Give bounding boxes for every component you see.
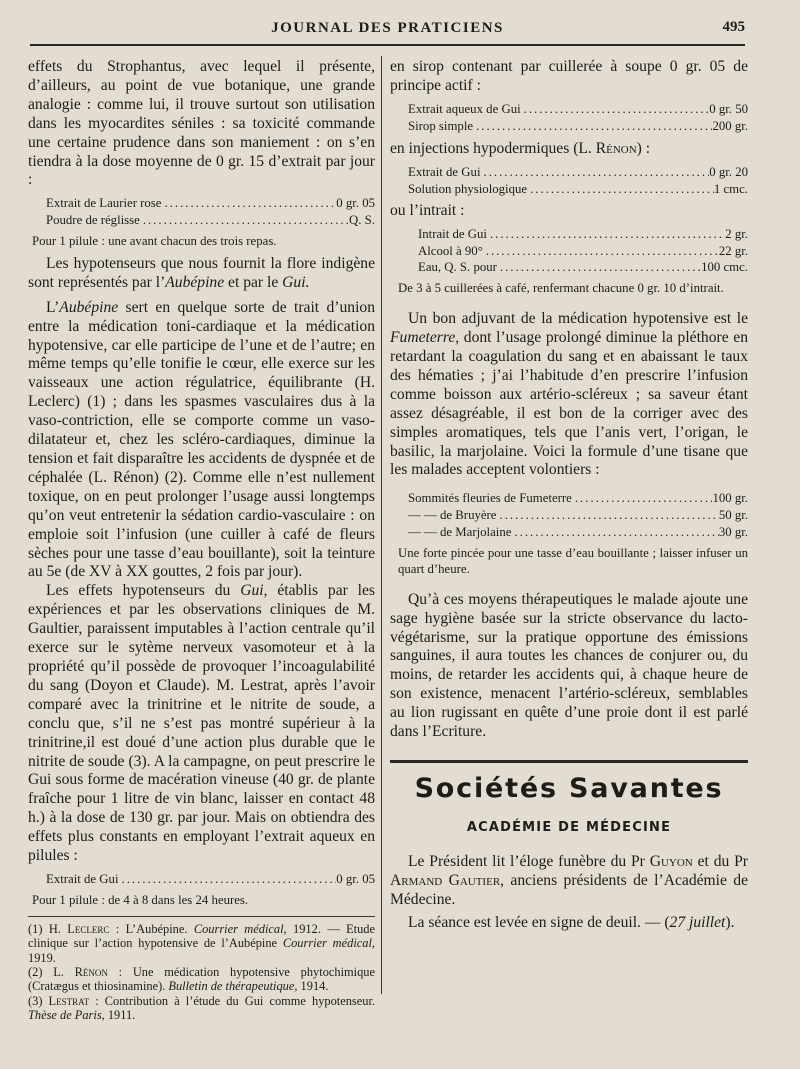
prescription-row [418,226,748,243]
prescription-note: Pour 1 pilule : de 4 à 8 dans les 24 heures. [32,892,249,907]
prescription-row [418,259,748,276]
prescription-tisane [408,490,748,540]
prescription-quantity: 0 gr. 05 [336,871,375,886]
leader-dots [481,164,710,181]
right-paragraph-3: ou l’intrait : [390,201,465,219]
prescription-sirop [408,101,748,135]
leader-dots [473,118,712,135]
section-subtitle: ACADÉMIE DE MÉDECINE [466,820,672,835]
prescription-ingredient: Sommités fleuries de Fumeterre [408,491,572,506]
prescription-row [46,195,375,212]
right-paragraph-5: Qu’à ces moyens thérapeutiques le malade ajoute une sage hygiène basée sur la stricte observance du lacto-végétarisme, sur la pratique opportune des émissions sanguines, il aura toutes les chances de conjurer ou, du moins, de retarder les accidents qui, à chaque heure de son existence, menacent l’artério-scléreux, semblables au lion rugissant en quête d’une proie dont il est parlé dans l’Ecriture. [390,590,748,741]
leader-dots [161,195,336,212]
left-paragraph-4: Les effets hypotenseurs du Gui, établis par les expériences et par les observations cliniques de M. Gaultier, paraissent imputables à l’action centrale qu’il exerce sur le sytème nerveux vasomoteur et à la propriété qu’il possède de provoquer l’incoagulabilité du sang (Doyon et Claude). M. Lestrat, après l’avoir comparé avec la trinitrine et le nitrite de soude, a conclu que, s’il ne s’est pas montré supérieur à la trinitrine,il est doué d’une action plus durable que le nitrite de soude (3). A la campagne, on peut prescrire le Gui sous forme de macération vineuse (40 gr. de plante fraîche pour 1 litre de vin blanc, laisser en contact 48 h.) à la dose de 130 gr. par jour. Mais on obtiendra des effets plus constants en employant l’extrait aqueux en pilules : [28,582,375,865]
prescription-ingredient: — — de Bruyère [408,508,497,523]
prescription-row [418,243,748,260]
prescription-ingredient: Poudre de réglisse [46,213,140,228]
prescription-quantity: 30 gr. [718,524,748,539]
page-header [30,16,745,46]
leader-dots [572,490,713,507]
prescription-row [408,101,748,118]
section-divider [390,760,748,763]
prescription-ingredient: Extrait de Laurier rose [46,196,162,211]
prescription-row [408,118,748,135]
page-number: 495 [722,19,745,35]
prescription-gui-pills [46,871,375,888]
prescription-quantity: 2 gr. [725,226,748,241]
left-paragraph-3: L’Aubépine sert en quelque sorte de trait d’union entre la médication toni-cardiaque et la médication hypotensive, car elle participe de l’une et de l’autre; en même temps qu’elle tonifie le cœur, elle exerce sur les vaisseaux une action régulatrice, équilibrante (H. Leclerc) (1) ; dans les spasmes vasculaires dus à la vaso-contriction, elle se comporte comme un vaso-dilatateur et, chez les scléro-cardiaques, diminue la tension et fait disparaître les accidents de dyspnée et de céphalée (L. Rénon) (2). Comme elle n’est nullement toxique, on en peut prolonger l’usage aussi longtemps qu’on veut entretenir la sédation cardio-vasculaire : on emploie soit l’infusion (une cuiller à café de fleurs sèches pour une tasse d’eau bouillante), soit la teinture au 5e (de XV à XX gouttes, 2 fois par jour). [28,298,375,581]
left-paragraph-1: effets du Strophantus, avec lequel il présente, d’ailleurs, au point de vue botanique, une grande analogie : comme lui, il trouve surtout son utilisation dans les myocardites séniles : sa toxicité commande une certaine prudence dans son maniement : on s’en tiendra à la dose moyenne de 0 gr. 15 d’extrait par jour : [28,58,375,189]
right-paragraph-1: en sirop contenant par cuillerée à soupe 0 gr. 05 de principe actif : [390,58,748,94]
prescription-laurier [46,195,375,229]
prescription-injections [408,164,748,198]
prescription-quantity: 50 gr. [718,508,748,523]
prescription-ingredient: Intrait de Gui [418,226,487,241]
leader-dots [119,871,337,888]
prescription-quantity: 0 gr. 20 [709,165,748,180]
right-paragraph-2: en injections hypodermiques (L. Rénon) : [390,140,651,158]
footnote-1: (1) H. Leclerc : L’Aubépine. Courrier médical, 1912. — Etude clinique sur l’action hypotensive de l’Aubépine Courrier médical, 1919. [28,921,376,965]
prescription-row [46,871,375,888]
leader-dots [487,226,725,243]
right-paragraph-4: Un bon adjuvant de la médication hypotensive est le Fumeterre, dont l’usage prolongé diminue la pléthore en retardant la coagulation du sang et en abaissant le taux des hématies ; j’ai l’habitude d’en prescrire l’infusion comme boisson aux artério-scléreux ; sa saveur étant assez désagréable, il est bon de la corriger avec des simples aromatiques, tels que l’anis vert, l’origan, le basilic, la marjolaine. Voici la formule d’une tisane que les malades acceptent volontiers : [390,310,748,479]
prescription-row [408,524,748,541]
prescription-quantity: 22 gr. [718,243,748,258]
prescription-ingredient: Eau, Q. S. pour [418,260,497,275]
prescription-row [408,507,748,524]
prescription-row [408,490,748,507]
prescription-ingredient: Alcool à 90° [418,243,483,258]
prescription-ingredient: — — de Marjolaine [408,524,512,539]
footnotes [28,916,375,1023]
leader-dots [511,524,718,541]
prescription-note: De 3 à 5 cuillerées à café, renfermant chacune 0 gr. 10 d’intrait. [398,281,724,296]
column-divider [381,56,382,994]
prescription-ingredient: Extrait de Gui [46,871,119,886]
left-column [28,58,375,1023]
leader-dots [497,507,719,524]
footnote-3: (3) Lestrat : Contribution à l’étude du Gui comme hypotenseur. Thèse de Paris, 1911. [28,993,375,1023]
leader-dots [483,243,719,260]
right-paragraph-6: Le Président lit l’éloge funèbre du Pr Guyon et du Pr Armand Gautier, anciens présidents de l’Académie de Médecine. [390,853,748,908]
leader-dots [521,101,710,118]
right-column [390,58,748,933]
leader-dots [527,181,714,198]
prescription-quantity: Q. S. [349,213,375,228]
prescription-row [408,164,748,181]
prescription-row [408,181,748,198]
prescription-ingredient: Sirop simple [408,118,474,133]
prescription-ingredient: Extrait de Gui [408,165,481,180]
prescription-note: Une forte pincée pour une tasse d’eau bouillante ; laisser infuser un quart d’heure. [398,545,748,576]
left-paragraph-2: Les hypotenseurs que nous fournit la flore indigène sont représentés par l’Aubépine et par le Gui. [28,254,375,291]
prescription-intrait [418,226,748,276]
prescription-quantity: 200 gr. [712,118,748,133]
leader-dots [140,212,349,229]
prescription-quantity: 0 gr. 50 [709,101,748,116]
right-paragraph-7: La séance est levée en signe de deuil. — (27 juillet). [408,913,735,931]
prescription-note: Pour 1 pilule : une avant chacun des trois repas. [32,233,277,248]
prescription-ingredient: Extrait aqueux de Gui [408,101,521,116]
prescription-quantity: 0 gr. 05 [336,196,375,211]
prescription-ingredient: Solution physiologique [408,182,528,197]
section-title: Sociétés Savantes [414,773,724,804]
prescription-row [46,212,375,229]
footnote-2: (2) L. Rénon : Une médication hypotensive phytochimique (Cratægus et thiosinamine). Bulletin de thérapeutique, 1914. [28,964,375,994]
leader-dots [497,259,701,276]
prescription-quantity: 1 cmc. [713,182,748,197]
prescription-quantity: 100 gr. [712,491,748,506]
prescription-quantity: 100 cmc. [701,260,748,275]
running-title: JOURNAL DES PRATICIENS [271,20,504,36]
